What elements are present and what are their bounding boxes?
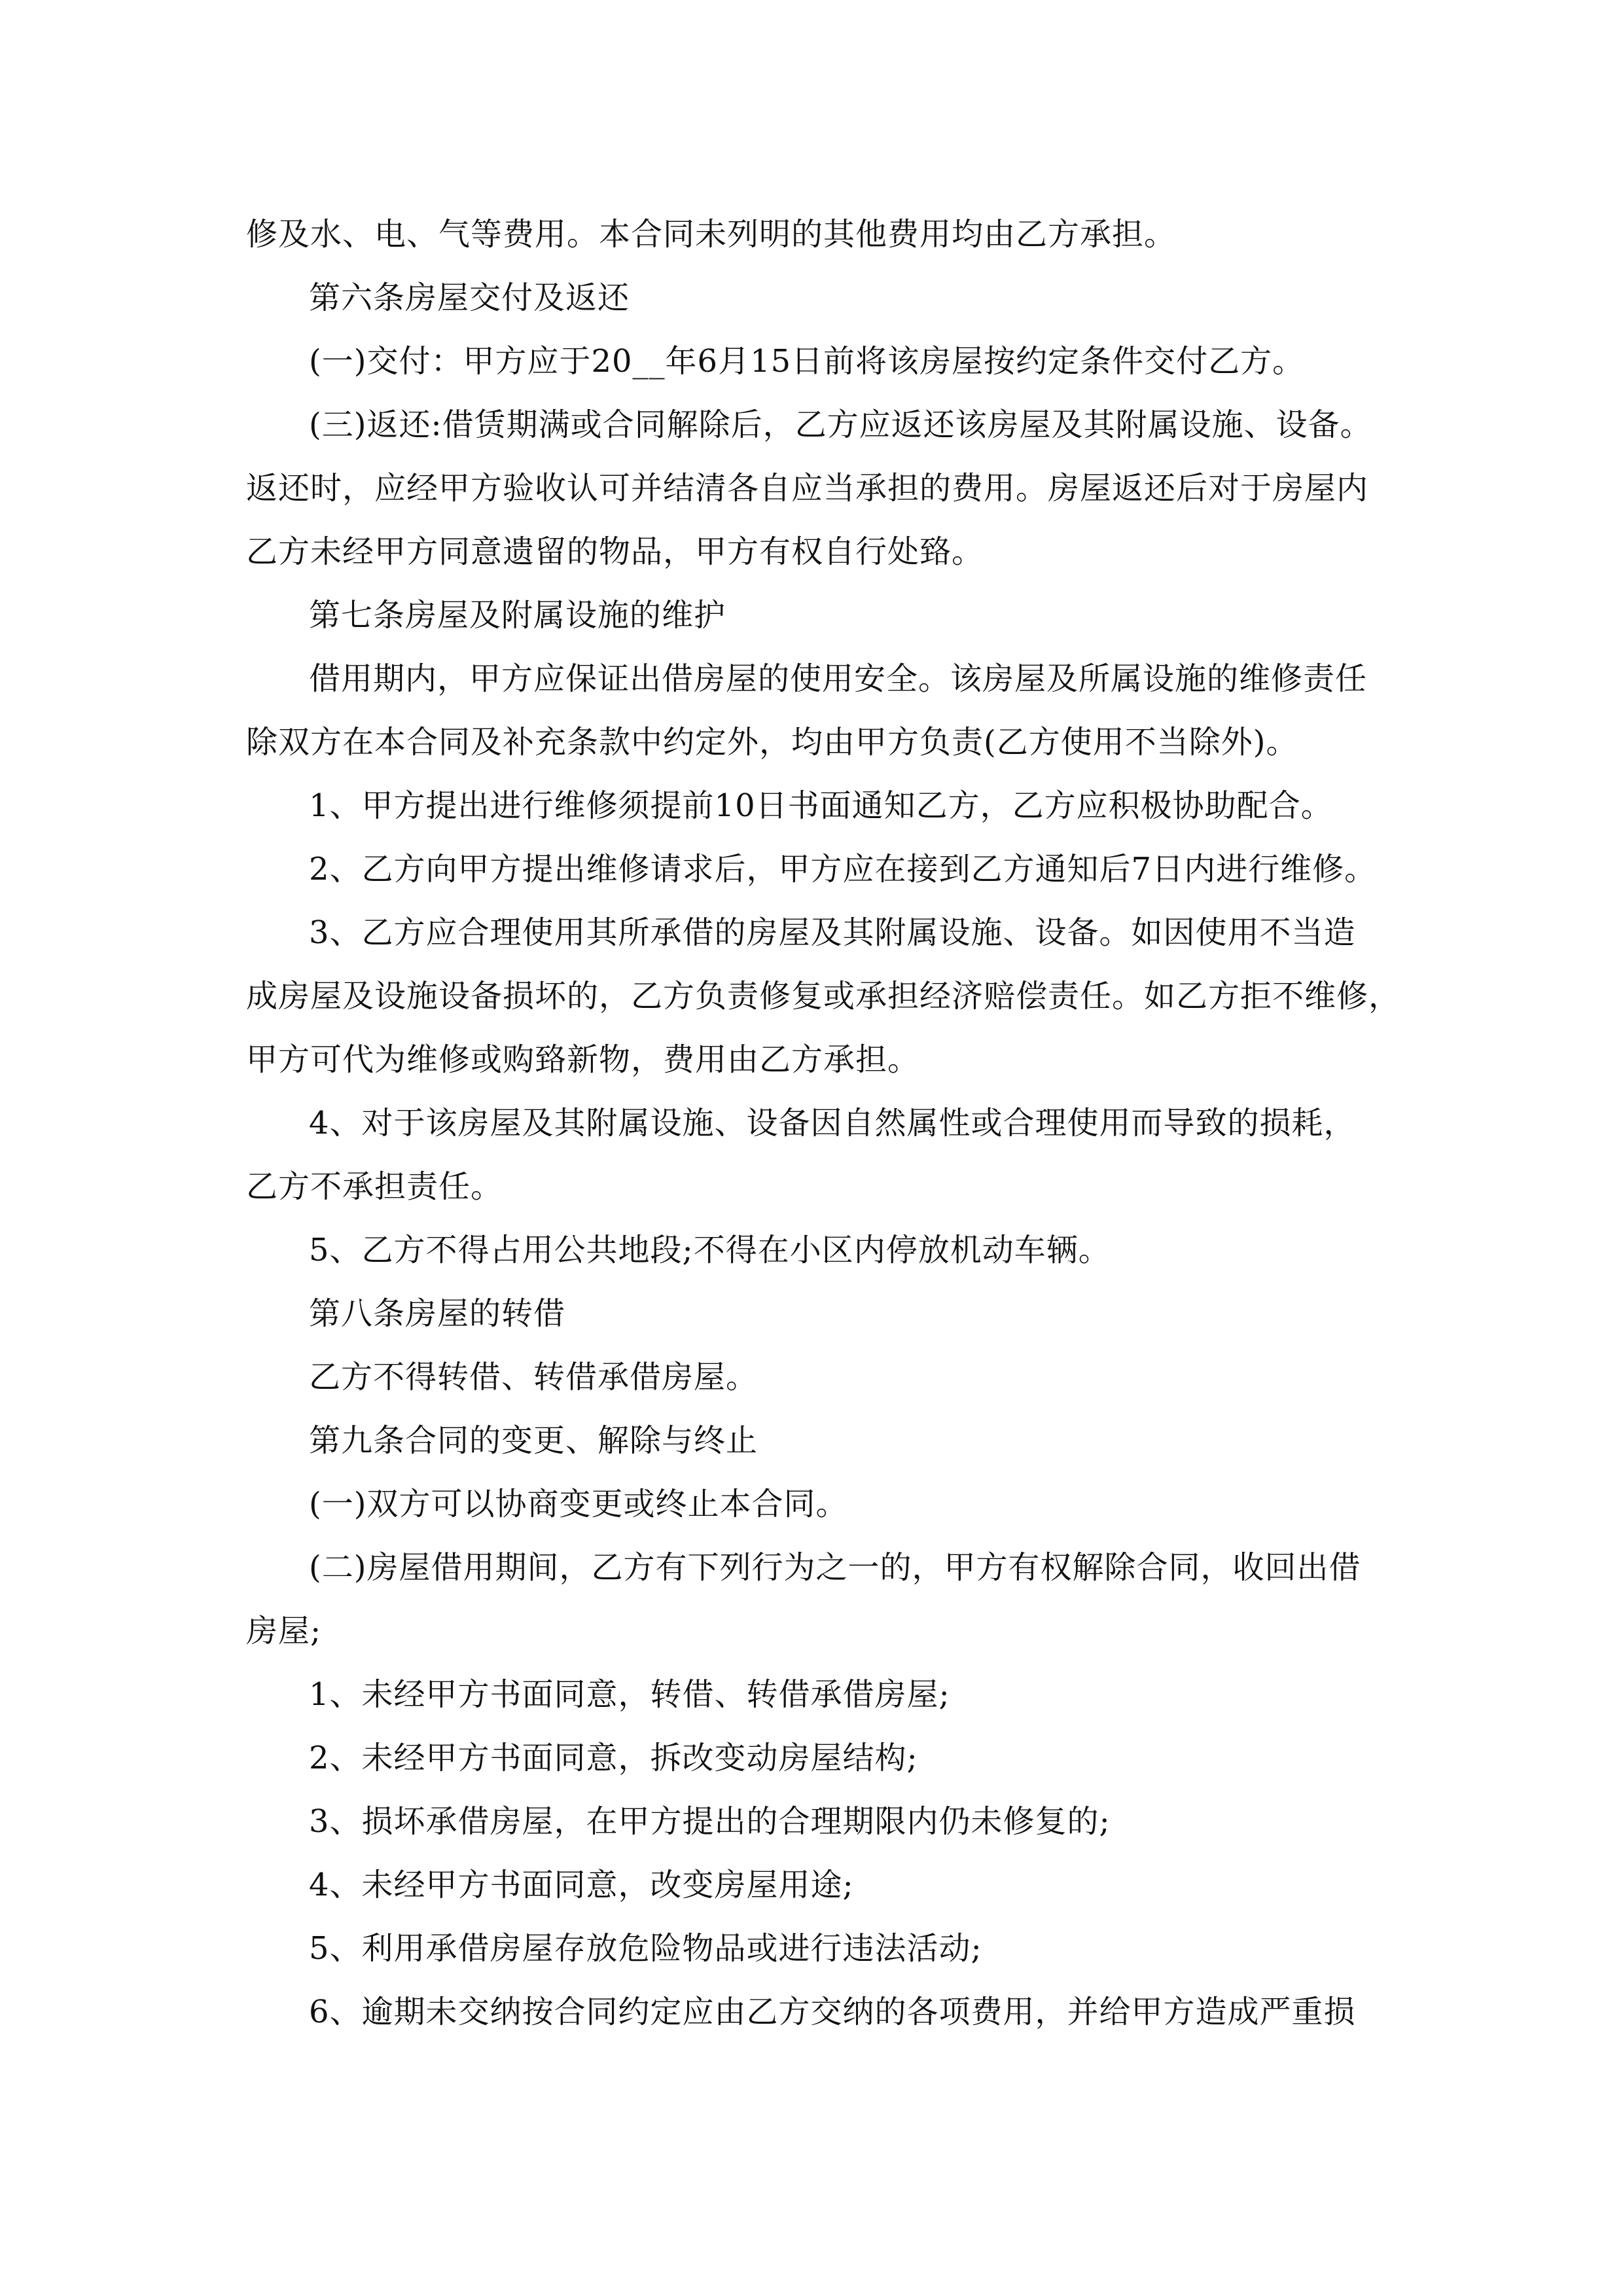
text-line: 乙方不承担责任。 bbox=[246, 1168, 503, 1205]
text-line: 成房屋及设施设备损坏的，乙方负责修复或承担经济赔偿责任。如乙方拒不维修， bbox=[246, 978, 1401, 1014]
document-body bbox=[246, 203, 1401, 2044]
text-line: 借用期内，甲方应保证出借房屋的使用安全。该房屋及所属设施的维修责任 bbox=[309, 660, 1368, 697]
text-line: 返还时，应经甲方验收认可并结清各自应当承担的费用。房屋返还后对于房屋内 bbox=[246, 470, 1369, 507]
text-line: 房屋; bbox=[246, 1613, 322, 1649]
list-item: 2、未经甲方书面同意，拆改变动房屋结构; bbox=[309, 1740, 918, 1776]
list-item: 5、利用承借房屋存放危险物品或进行违法活动; bbox=[309, 1930, 982, 1967]
text-line: (三)返还:借赁期满或合同解除后，乙方应返还该房屋及其附属设施、设备。 bbox=[309, 406, 1372, 443]
list-item: 4、未经甲方书面同意，改变房屋用途; bbox=[309, 1867, 854, 1903]
text-line: 除双方在本合同及补充条款中约定外，均由甲方负责(乙方使用不当除外)。 bbox=[246, 724, 1298, 761]
list-item: 6、逾期未交纳按合同约定应由乙方交纳的各项费用，并给甲方造成严重损 bbox=[309, 1994, 1356, 2030]
section-heading-7: 第七条房屋及附属设施的维护 bbox=[309, 597, 726, 634]
text-line: (二)房屋借用期间，乙方有下列行为之一的，甲方有权解除合同，收回出借 bbox=[309, 1549, 1361, 1586]
list-item: 5、乙方不得占用公共地段;不得在小区内停放机动车辆。 bbox=[309, 1232, 1111, 1268]
text-line: 乙方不得转借、转借承借房屋。 bbox=[309, 1359, 758, 1395]
text-line: 修及水、电、气等费用。本合同未列明的其他费用均由乙方承担。 bbox=[246, 216, 1177, 253]
section-heading-8: 第八条房屋的转借 bbox=[309, 1295, 566, 1332]
list-item: 3、损坏承借房屋，在甲方提出的合理期限内仍未修复的; bbox=[309, 1803, 1111, 1840]
text-line: (一)双方可以协商变更或终止本合同。 bbox=[309, 1486, 848, 1522]
text-line: 甲方可代为维修或购臵新物，费用由乙方承担。 bbox=[246, 1041, 920, 1078]
list-item: 2、乙方向甲方提出维修请求后，甲方应在接到乙方通知后7日内进行维修。 bbox=[309, 851, 1377, 888]
text-line: (一)交付：甲方应于20__年6月15日前将该房屋按约定条件交付乙方。 bbox=[309, 343, 1305, 380]
list-item: 3、乙方应合理使用其所承借的房屋及其附属设施、设备。如因使用不当造 bbox=[309, 914, 1356, 951]
section-heading-6: 第六条房屋交付及返还 bbox=[309, 279, 630, 316]
list-item: 1、甲方提出进行维修须提前10日书面通知乙方，乙方应积极协助配合。 bbox=[309, 787, 1333, 824]
list-item: 1、未经甲方书面同意，转借、转借承借房屋; bbox=[309, 1676, 950, 1713]
text-line: 乙方未经甲方同意遗留的物品，甲方有权自行处臵。 bbox=[246, 533, 984, 570]
list-item: 4、对于该房屋及其附属设施、设备因自然属性或合理使用而导致的损耗， bbox=[309, 1105, 1356, 1141]
section-heading-9: 第九条合同的变更、解除与终止 bbox=[309, 1422, 758, 1459]
